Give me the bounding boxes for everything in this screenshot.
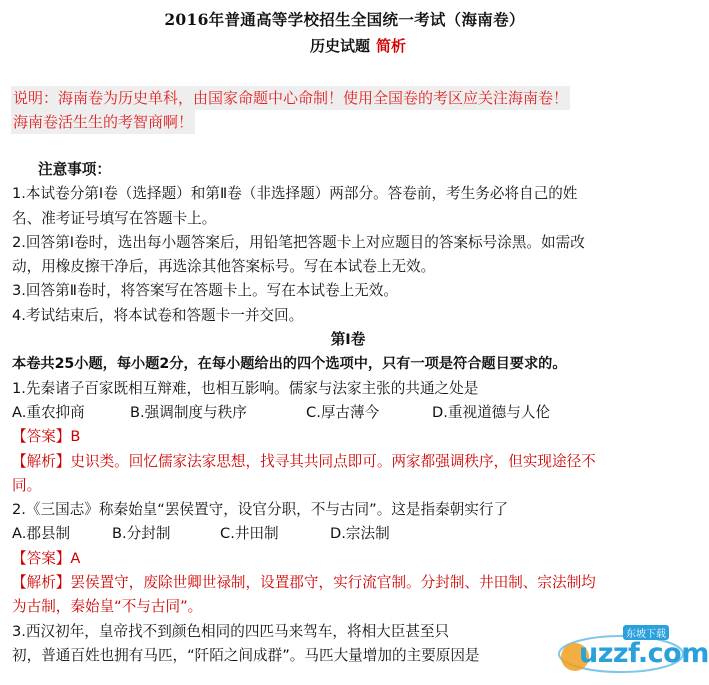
option-d: D.宗法制 [330, 525, 390, 543]
option-a: A.郡县制 [12, 525, 71, 543]
answer-value: A [70, 549, 81, 567]
option-d: D.重视道德与人伦 [432, 403, 551, 421]
answer-tag: 【答案】 [12, 428, 71, 446]
instruction-line: 4.考试结束后，将本试卷和答题卡一并交回。 [12, 306, 304, 324]
question-1-answer [12, 425, 684, 449]
notice-line-1: 说明：海南卷为历史单科，由国家命题中心命制！使用全国卷的考区应关注海南卷！ [11, 86, 570, 110]
instruction-line: 名、准考证号填写在答题卡上。 [12, 209, 217, 227]
subtitle-red-text: 简析 [376, 37, 407, 55]
document-body [12, 158, 684, 668]
option-c: C.厚古薄今 [306, 403, 380, 421]
question-2-answer [12, 547, 684, 571]
analysis-text: 罢侯置守，废除世卿世禄制，设置郡守，实行流官制。分封制、井田制、宗法制均 [70, 574, 596, 592]
document-subtitle [310, 35, 406, 56]
question-1-options [12, 401, 684, 425]
question-3-stem-cont: 初，普通百姓也拥有马匹，“阡陌之间成群”。马匹大量增加的主要原因是 [12, 646, 480, 664]
instruction-line: 2.回答第Ⅰ卷时，选出每小题答案后，用铅笔把答题卡上对应题目的答案标号涂黑。如需改 [12, 233, 585, 251]
option-b: B.强调制度与秩序 [130, 403, 247, 421]
analysis-text-cont: 同。 [12, 476, 42, 494]
analysis-text-cont: 为古制，秦始皇“不与古同”。 [12, 598, 203, 616]
instruction-line: 1.本试卷分第Ⅰ卷（选择题）和第Ⅱ卷（非选择题）两部分。答卷前，考生务必将自己的姓 [12, 185, 578, 203]
question-2-analysis [12, 571, 684, 595]
instruction-line: 3.回答第Ⅱ卷时，将答案写在答题卡上。写在本试卷上无效。 [12, 282, 398, 300]
analysis-text: 史识类。回忆儒家法家思想，找寻其共同点即可。两家都强调秩序，但实现途径不 [70, 452, 596, 470]
instruction-line: 动，用橡皮擦干净后，再选涂其他答案标号。写在本试卷上无效。 [12, 258, 436, 276]
instructions-heading: 注意事项： [38, 161, 111, 178]
option-a: A.重农抑商 [12, 403, 85, 421]
subtitle-text: 历史试题 [310, 37, 371, 55]
section-title: 第Ⅰ卷 [330, 331, 366, 349]
option-c: C.井田制 [220, 525, 279, 543]
logo-small-text: 东坡下载 [623, 625, 669, 640]
question-2-options [12, 522, 684, 546]
question-1-analysis [12, 450, 684, 474]
document-title: 2016年普通高等学校招生全国统一考试（海南卷） [164, 10, 525, 29]
question-1-stem: 1.先秦诸子百家既相互辩难，也相互影响。儒家与法家主张的共通之处是 [12, 379, 479, 397]
answer-value: B [70, 428, 81, 446]
notice-box [11, 86, 671, 134]
logo-brand-text: uzzf.com [579, 638, 709, 669]
answer-tag: 【答案】 [12, 549, 71, 567]
question-2-stem: 2.《三国志》称秦始皇“罢侯置守，设官分职，不与古同”。这是指秦朝实行了 [12, 501, 509, 519]
analysis-tag: 【解析】 [12, 574, 71, 592]
section-intro: 本卷共25小题，每小题2分，在每小题给出的四个选项中，只有一项是符合题目要求的。 [12, 356, 567, 373]
watermark-logo [557, 629, 709, 675]
analysis-tag: 【解析】 [12, 452, 71, 470]
option-b: B.分封制 [112, 525, 171, 543]
question-3-stem: 3.西汉初年，皇帝找不到颜色相同的四匹马来驾车，将相大臣甚至只 [12, 622, 450, 640]
notice-line-2: 海南卷活生生的考智商啊！ [11, 110, 195, 134]
